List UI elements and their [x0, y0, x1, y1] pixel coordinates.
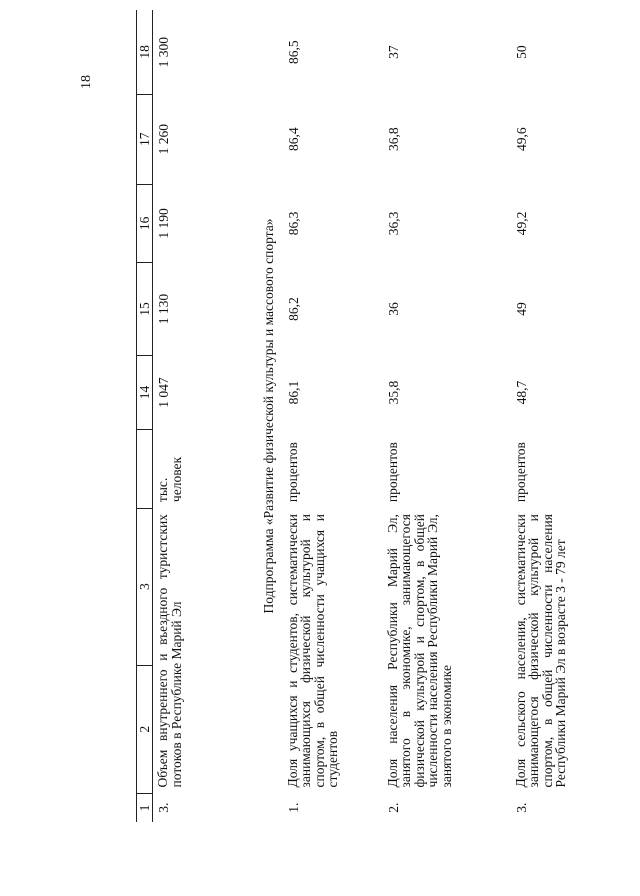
header-col-14: 14 — [137, 355, 153, 429]
value-18: 86,5 — [285, 40, 301, 64]
header-col-2: 2 — [137, 665, 153, 793]
row-number: 3. — [156, 802, 171, 813]
table-row — [153, 10, 247, 822]
unit: процентов — [512, 442, 528, 503]
header-row — [137, 10, 153, 822]
header-col-4 — [137, 430, 153, 508]
table-row — [283, 10, 383, 822]
header-col-15: 15 — [137, 263, 153, 356]
unit: тыс. человек — [155, 456, 184, 503]
value-16: 1 190 — [156, 208, 171, 239]
value-16: 49,2 — [513, 211, 529, 236]
value-17: 1 260 — [156, 124, 171, 155]
unit: процентов — [384, 442, 400, 503]
header-col-17: 17 — [137, 94, 153, 184]
header-col-1: 1 — [137, 793, 153, 822]
value-18: 50 — [513, 45, 529, 59]
value-18: 37 — [385, 45, 401, 59]
value-16: 86,3 — [285, 211, 301, 236]
value-16: 36,3 — [385, 211, 401, 236]
table-row — [383, 10, 511, 822]
row-number: 1. — [285, 802, 301, 813]
indicator-name: Доля сельского населения, систематически занимающегося физической культурой и спортом, в общей численности населения Республики Марий Эл в возрасте 3 - 79 лет — [512, 514, 568, 788]
value-14: 35,8 — [385, 380, 401, 405]
header-col-3: 3 — [137, 508, 153, 665]
indicators-table — [136, 10, 626, 822]
page-number: 18 — [79, 75, 94, 89]
value-18: 1 300 — [156, 36, 171, 68]
indicator-name: Доля учащихся и студентов, систематически занимающихся физической культурой и спортом, в общей численности учащихся и студентов — [284, 514, 340, 788]
subprogram-title: Подпрограмма «Развитие физической культуры и массового спорта» — [260, 218, 276, 614]
section-title-row — [247, 10, 283, 822]
row-number: 2. — [385, 802, 401, 813]
value-17: 36,8 — [385, 127, 401, 152]
value-17: 49,6 — [513, 127, 529, 152]
value-14: 86,1 — [285, 380, 301, 405]
unit: процентов — [284, 442, 300, 503]
value-17: 86,4 — [285, 127, 301, 152]
row-number: 3. — [513, 802, 529, 813]
header-col-18: 18 — [137, 10, 153, 94]
value-15: 36 — [385, 302, 401, 316]
value-15: 1 130 — [156, 293, 171, 325]
value-14: 48,7 — [513, 380, 529, 405]
value-15: 86,2 — [285, 297, 301, 321]
value-15: 49 — [513, 302, 529, 316]
table-row — [511, 10, 626, 822]
header-col-16: 16 — [137, 184, 153, 262]
value-14: 1 047 — [156, 377, 171, 408]
indicator-name: Доля населения Республики Марий Эл, занятого в экономике, занимающегося физической культурой и спортом, в общей численности населения Республики Марий Эл, занятого в экономике — [384, 514, 454, 788]
indicator-name: Объем внутреннего и въездного туристских потоков в Республике Марий Эл — [155, 514, 184, 788]
